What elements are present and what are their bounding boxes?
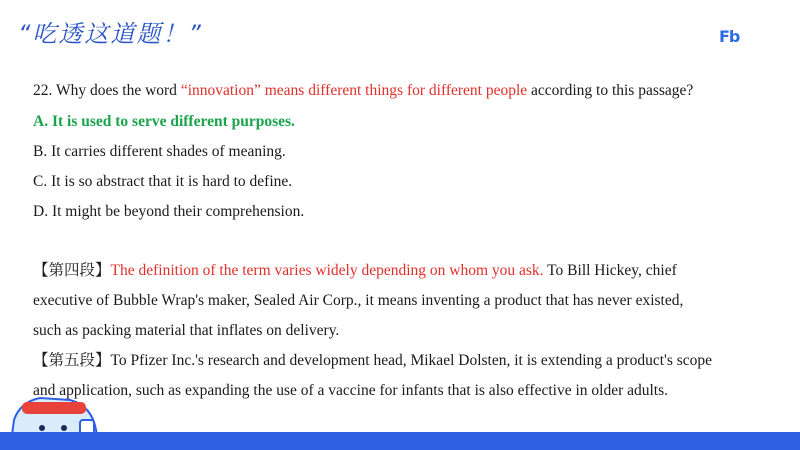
question-stem-start: 22. Why does the word <box>33 82 181 99</box>
paragraph-5-line-1 <box>33 352 712 370</box>
paragraph-4-line-1 <box>33 262 677 280</box>
paragraph-4-line-2: executive of Bubble Wrap's maker, Sealed Air Corp., it means inventing a product that has never existed, <box>33 292 684 309</box>
paragraph-4-label: 【第四段】 <box>33 262 111 279</box>
paragraph-4-line-3: such as packing material that inflates on delivery. <box>33 322 340 339</box>
option-d: D. It might be beyond their comprehension. <box>33 203 305 220</box>
paragraph-4-text: To Bill Hickey, chief <box>543 262 677 279</box>
bottom-bar <box>0 432 800 450</box>
paragraph-4-highlight: The definition of the term varies widely depending on whom you ask. <box>110 262 544 279</box>
option-a-correct: A. It is used to serve different purposes. <box>33 113 295 130</box>
paragraph-5-text: To Pfizer Inc.'s research and development head, Mikael Dolsten, it is extending a product's scope <box>110 352 713 369</box>
paragraph-5-label: 【第五段】 <box>33 352 111 369</box>
question-stem-end: according to this passage? <box>527 82 694 99</box>
question-stem-highlight: “innovation” means different things for different people <box>180 82 528 99</box>
option-c: C. It is so abstract that it is hard to define. <box>33 173 293 190</box>
option-b: B. It carries different shades of meaning. <box>33 143 286 160</box>
paragraph-5-line-2: and application, such as expanding the use of a vaccine for infants that is also effective in older adults. <box>33 382 669 399</box>
page-title: “吃透这道题！” <box>18 20 203 48</box>
fenbi-logo: Fb <box>719 27 740 46</box>
question-stem <box>33 82 693 100</box>
